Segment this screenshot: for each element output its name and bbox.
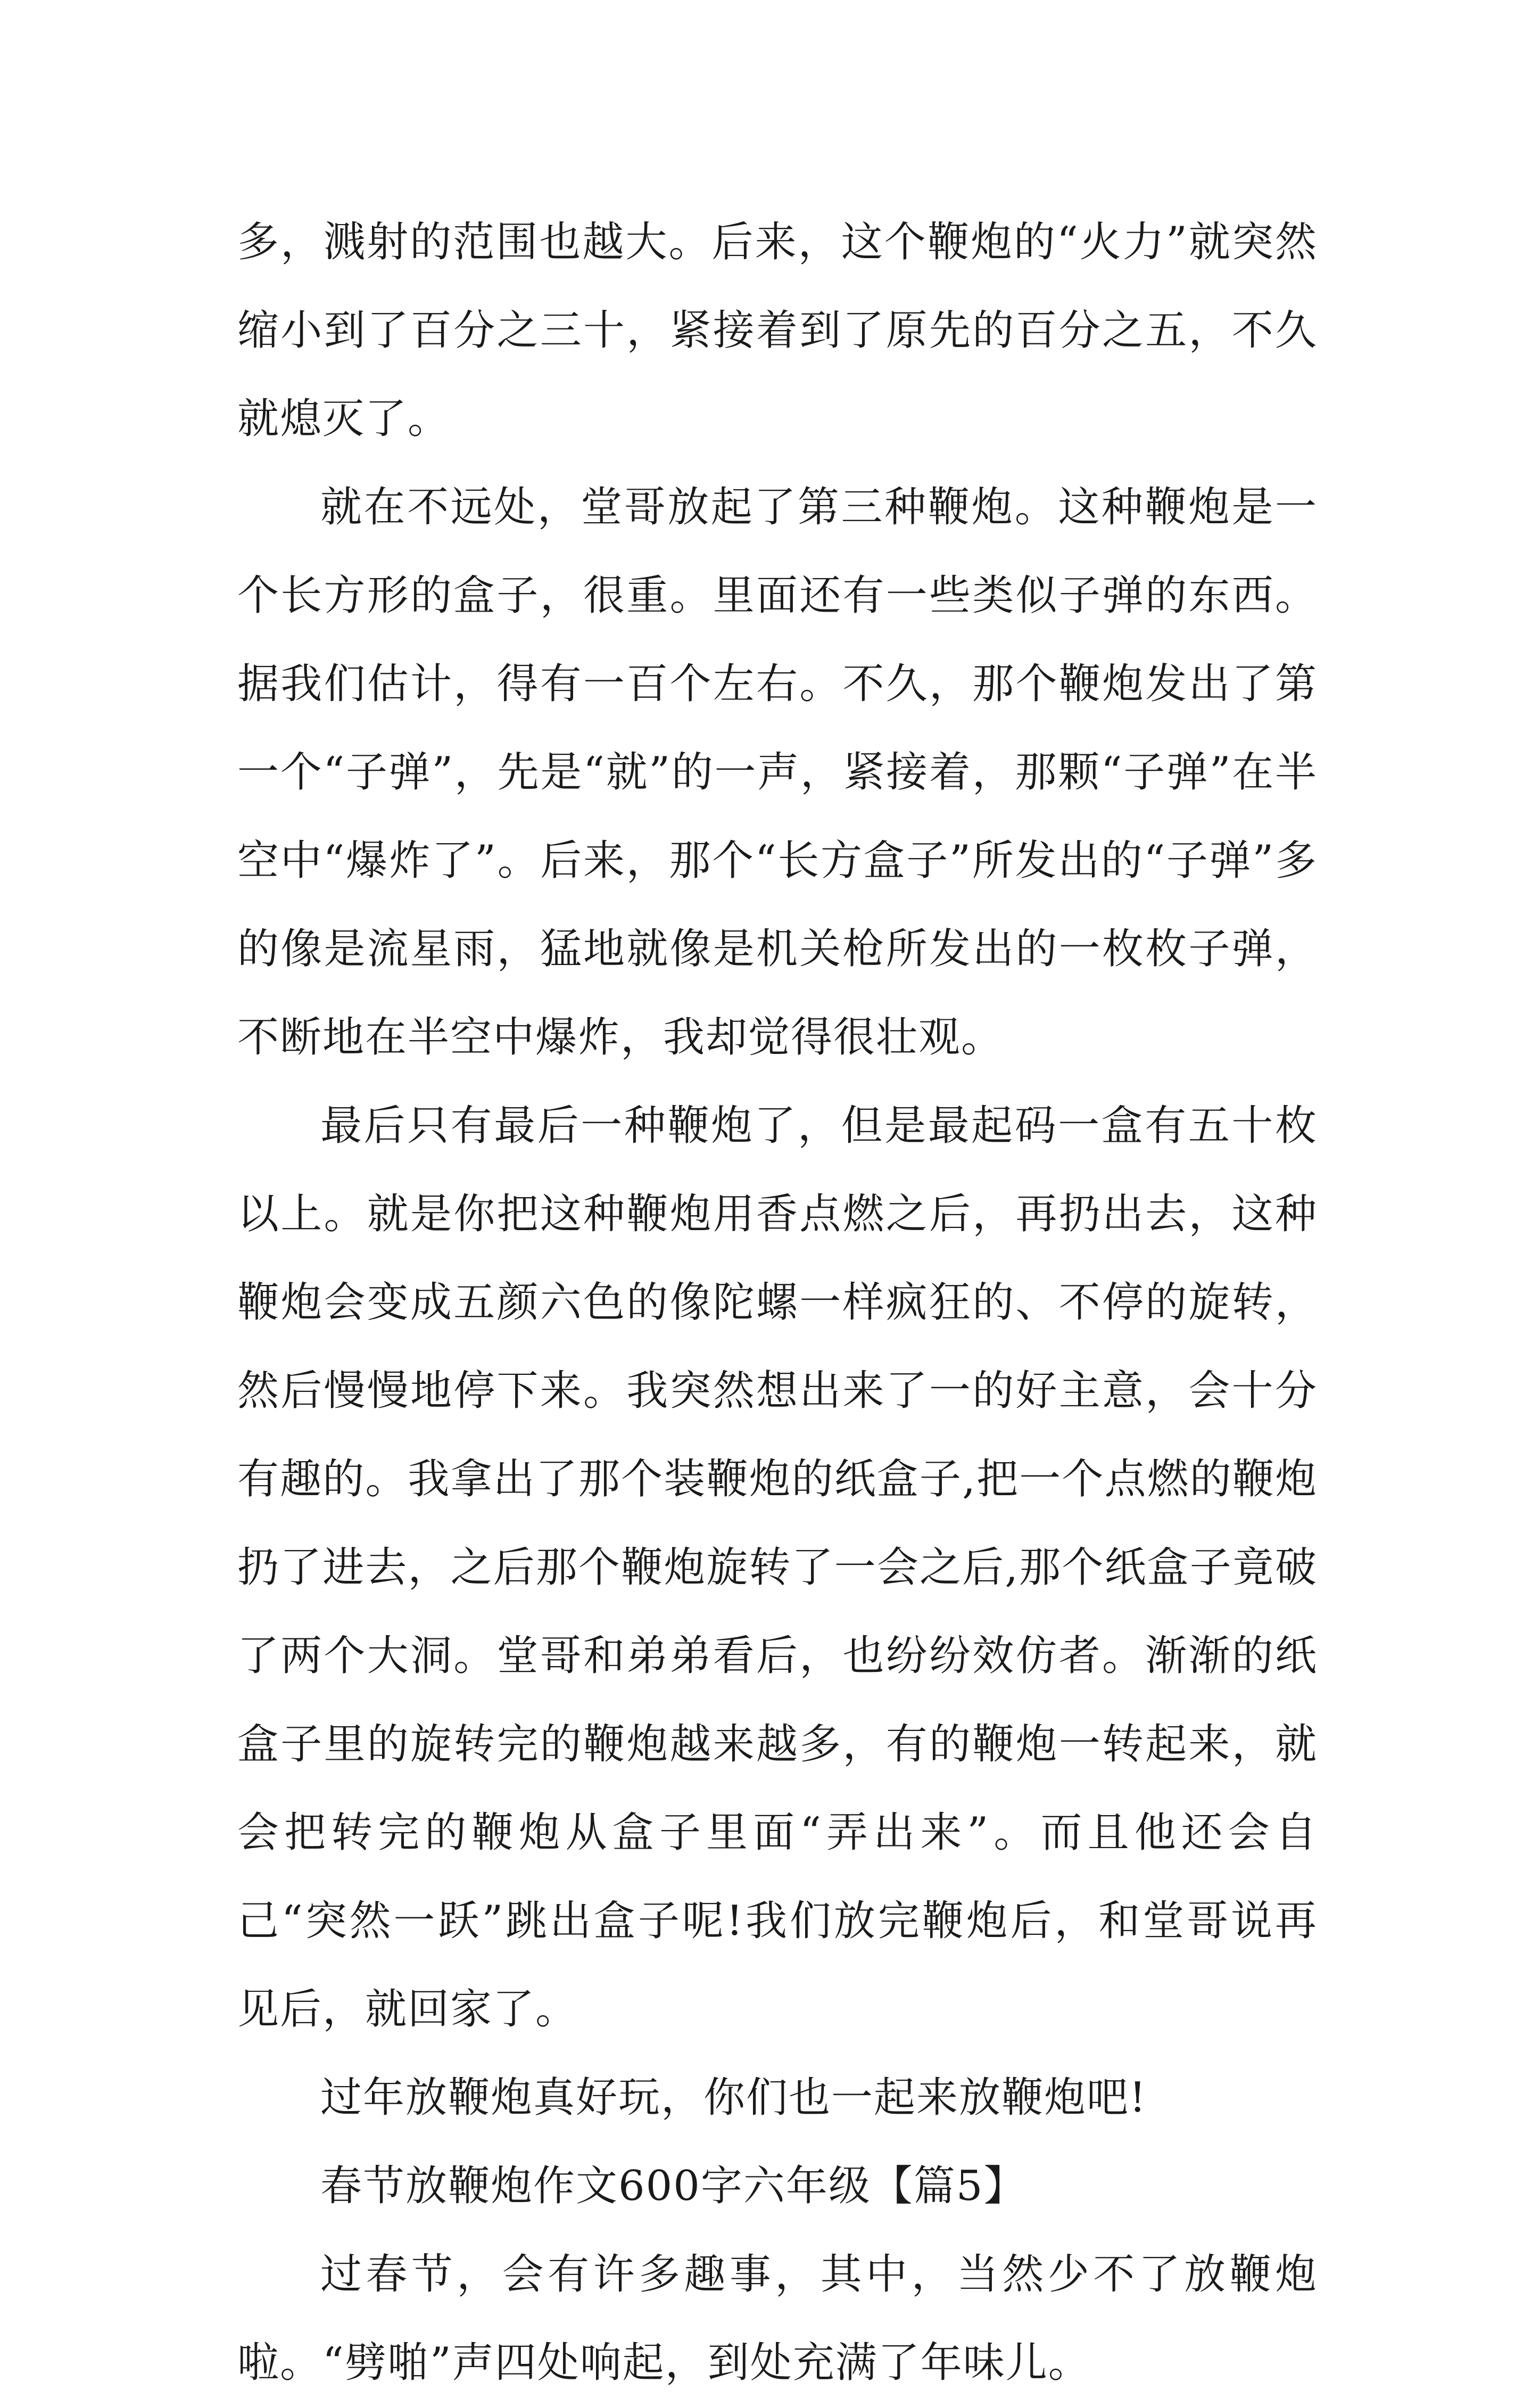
paragraph-continuation: 多，溅射的范围也越大。后来，这个鞭炮的“火力”就突然缩小到了百分之三十，紧接着到了原先的百分之五，不久就熄灭了。 [237, 218, 1318, 443]
paragraph-essay-5-intro: 过春节，会有许多趣事，其中，当然少不了放鞭炮啦。“劈啪”声四处响起，到处充满了年味儿。 [237, 2251, 1318, 2387]
section-heading: 春节放鞭炮作文600字六年级【篇5】 [320, 2162, 1026, 2210]
paragraph-closing: 过年放鞭炮真好玩，你们也一起来放鞭炮吧! [320, 2074, 1147, 2122]
paragraph-last-firecracker: 最后只有最后一种鞭炮了，但是最起码一盒有五十枚以上。就是你把这种鞭炮用香点燃之后，再扔出去，这种鞭炮会变成五颜六色的像陀螺一样疯狂的、不停的旋转，然后慢慢地停下来。我突然想出来了一的好主意，会十分有趣的。我拿出了那个装鞭炮的纸盒子,把一个点燃的鞭炮扔了进去，之后那个鞭炮旋转了一会之后,那个纸盒子竟破了两个大洞。堂哥和弟弟看后，也纷纷效仿者。渐渐的纸盒子里的旋转完的鞭炮越来越多，有的鞭炮一转起来，就会把转完的鞭炮从盒子里面“弄出来”。而且他还会自己“突然一跃”跳出盒子呢!我们放完鞭炮后，和堂哥说再见后，就回家了。 [237, 1102, 1318, 2033]
paragraph-third-firecracker: 就在不远处，堂哥放起了第三种鞭炮。这种鞭炮是一个长方形的盒子，很重。里面还有一些类似子弹的东西。据我们估计，得有一百个左右。不久，那个鞭炮发出了第一个“子弹”，先是“就”的一声，紧接着，那颗“子弹”在半空中“爆炸了”。后来，那个“长方盒子”所发出的“子弹”多的像是流星雨，猛地就像是机关枪所发出的一枚枚子弹，不断地在半空中爆炸，我却觉得很壮观。 [237, 483, 1318, 1061]
document-body [237, 198, 1318, 2407]
